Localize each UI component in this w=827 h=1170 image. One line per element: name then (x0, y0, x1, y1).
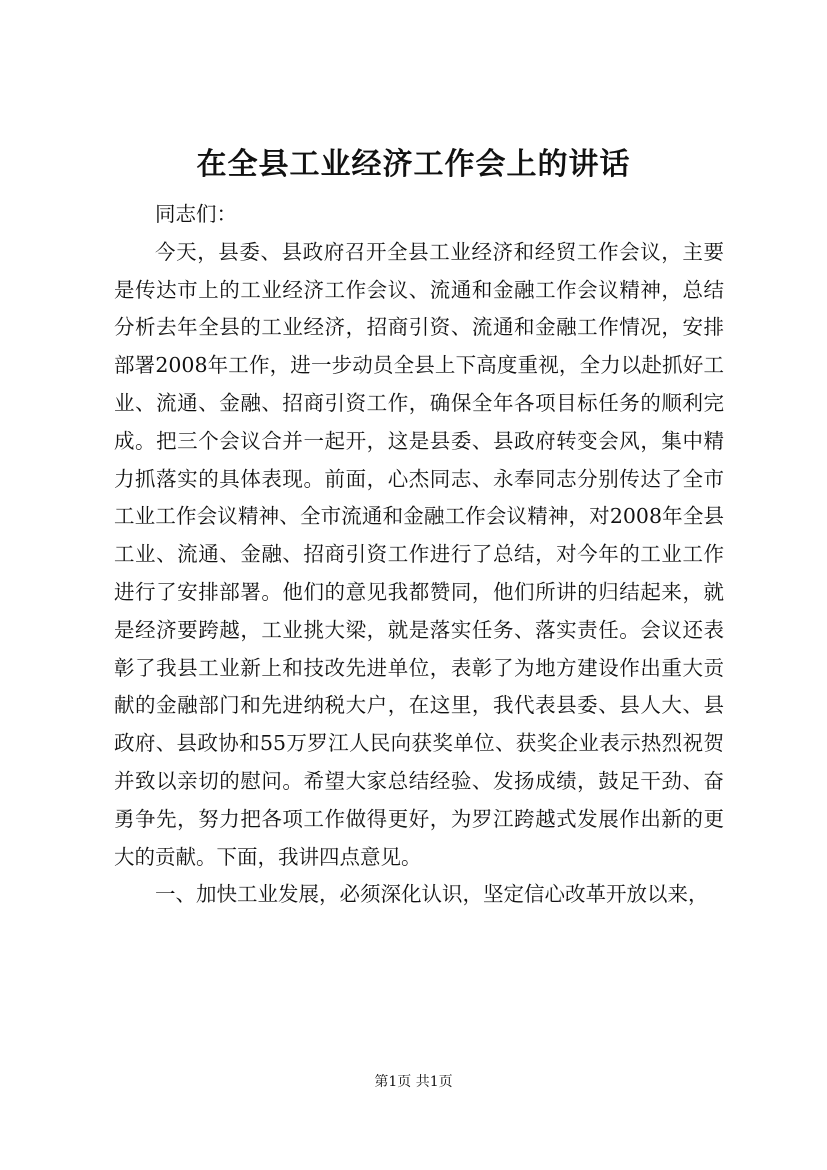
paragraph-1: 今天，县委、县政府召开全县工业经济和经贸工作会议，主要是传达市上的工业经济工作会议、流通和金融工作会议精神，总结分析去年全县的工业经济，招商引资、流通和金融工作情况，安排部署2008年工作，进一步动员全县上下高度重视，全力以赴抓好工业、流通、金融、招商引资工作，确保全年各项目标任务的顺利完成。把三个会议合并一起开，这是县委、县政府转变会风，集中精力抓落实的具体表现。前面，心杰同志、永奉同志分别传达了全市工业工作会议精神、全市流通和金融工作会议精神，对2008年全县工业、流通、金融、招商引资工作进行了总结，对今年的工业工作进行了安排部署。他们的意见我都赞同，他们所讲的归结起来，就是经济要跨越，工业挑大梁，就是落实任务、落实责任。会议还表彰了我县工业新上和技改先进单位，表彰了为地方建设作出重大贡献的金融部门和先进纳税大户，在这里，我代表县委、县人大、县政府、县政协和55万罗江人民向获奖单位、获奖企业表示热烈祝贺并致以亲切的慰问。希望大家总结经验、发扬成绩，鼓足干劲、奋勇争先，努力把各项工作做得更好，为罗江跨越式发展作出新的更大的贡献。下面，我讲四点意见。 (114, 239, 724, 869)
document-body (114, 196, 724, 914)
paragraph-2: 一、加快工业发展，必须深化认识，坚定信心改革开放以来， (155, 882, 709, 907)
document-title: 在全县工业经济工作会上的讲话 (196, 147, 631, 182)
page-footer: 第1页 共1页 (374, 1074, 453, 1090)
salutation: 同志们： (155, 202, 237, 226)
